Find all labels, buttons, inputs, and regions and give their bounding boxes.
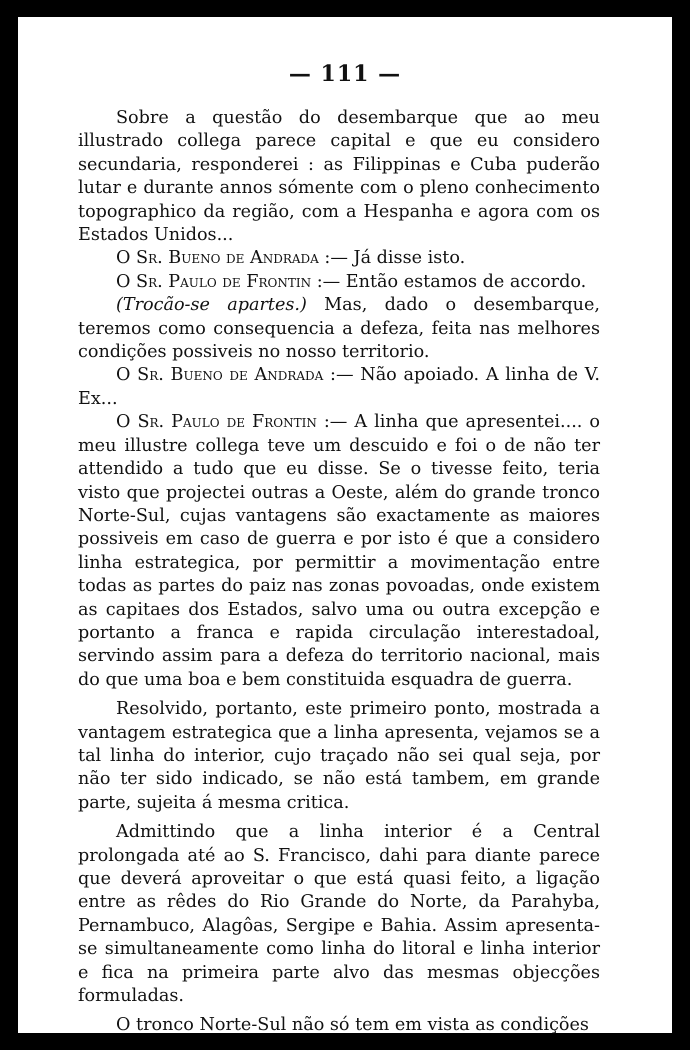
page-number: — 111 — bbox=[288, 61, 402, 87]
paragraph: O Sr. Bueno de Andrada :— Não apoiado. A linha de V. Ex... bbox=[78, 365, 600, 409]
stage-direction: (Trocão-se apartes.) bbox=[116, 295, 307, 316]
paragraph: Admittindo que a linha interior é a Central prolongada até ao S. Francisco, dahi para diante parece que deverá aproveitar o que está quasi feito, a ligação entre as rêdes do Rio Grande do Norte, da Parahyba, Pernambuco, Alagôas, Sergipe e Bahia. Assim apresenta-se simultaneamente como linha do litoral e linha interior e fica na primeira parte alvo das mesmas objecções formuladas. bbox=[78, 822, 600, 1007]
speaker-name: O Sr. Paulo de Frontin :— bbox=[116, 271, 341, 292]
speaker-name: O Sr. Paulo de Frontin :— bbox=[116, 412, 348, 433]
paragraph: O tronco Norte-Sul não só tem em vista as condições bbox=[116, 1015, 589, 1036]
document-page bbox=[18, 17, 672, 1036]
speaker-name: O Sr. Bueno de Andrada :— bbox=[116, 365, 354, 386]
paragraph: O Sr. Paulo de Frontin :— A linha que apresentei.... o meu illustre collega teve um descuido e foi o de não ter attendido a tudo que eu disse. Se o tivesse feito, teria visto que projectei outras a Oeste, além do grande tronco Norte-Sul, cujas vantagens são exactamente as maiores possiveis em caso de guerra e por isto é que a considero linha estrategica, por permittir a movimentação entre todas as partes do paiz nas zonas povoadas, onde existem as capitaes dos Estados, salvo uma ou outra excepção e portanto a franca e rapida circulação interestadoal, servindo assim para a defeza do territorio nacional, mais do que uma boa e bem constituida esquadra de guerra. bbox=[78, 412, 600, 690]
paragraph: Sobre a questão do desembarque que ao meu illustrado collega parece capital e que eu considero secundaria, responderei : as Filippinas e Cuba puderão lutar e durante annos sómente com o pleno conhecimento topographico da região, com a Hespanha e agora com os Estados Unidos... bbox=[78, 108, 600, 246]
speaker-name: O Sr. Bueno de Andrada :— bbox=[116, 248, 348, 269]
paragraph: O Sr. Paulo de Frontin :— Então estamos de accordo. bbox=[116, 271, 587, 292]
body-text bbox=[78, 107, 600, 1038]
paragraph: (Trocão-se apartes.) Mas, dado o desembarque, teremos como consequencia a defeza, feita nas melhores condições possiveis no nosso territorio. bbox=[78, 295, 600, 363]
paragraph: O Sr. Bueno de Andrada :— Já disse isto. bbox=[116, 248, 466, 269]
paragraph: Resolvido, portanto, este primeiro ponto, mostrada a vantagem estrategica que a linha apresenta, vejamos se a tal linha do interior, cujo traçado não sei qual seja, por não ter sido indicado, se não está tambem, em grande parte, sujeita á mesma critica. bbox=[78, 699, 600, 813]
